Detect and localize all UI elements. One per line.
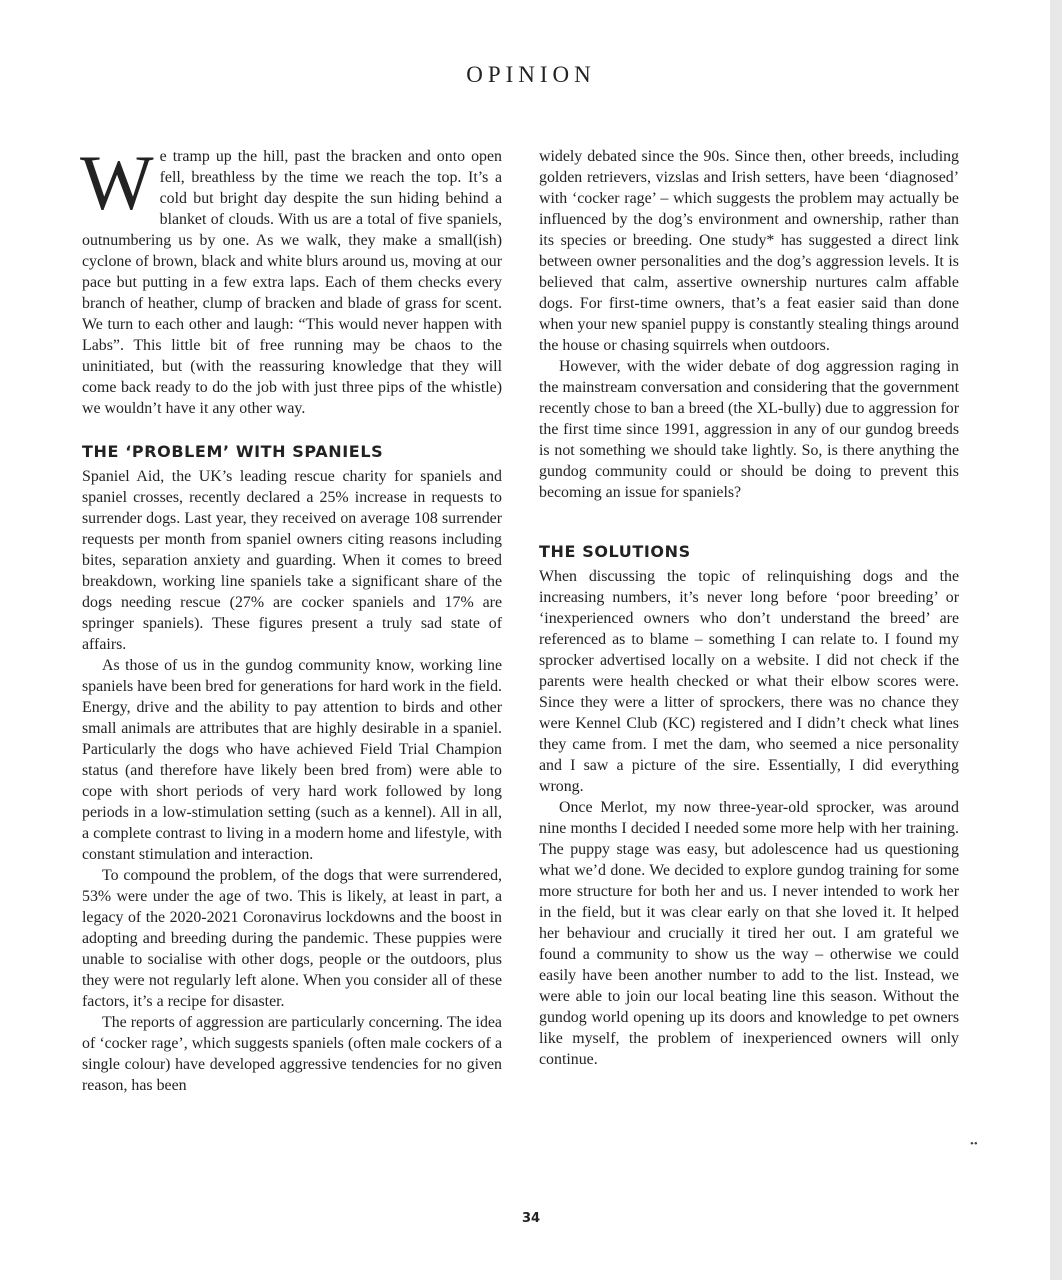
drop-cap: W xyxy=(80,139,154,226)
paragraph: As those of us in the gundog community know, working line spaniels have been bred for generations for hard work in the field. Energy, drive and the ability to pay attention to birds and other small animals are attributes that are highly desirable in a spaniel. Particularly the dogs who have achieved Field Trial Champion status (and therefore have likely been bred from) were able to cope with short periods of very hard work followed by long periods in a low-stimulation setting (such as a kennel). All in all, a complete contrast to living in a modern home and lifestyle, with constant stimulation and interaction. xyxy=(82,657,502,863)
opening-paragraph-text: e tramp up the hill, past the bracken and onto open fell, breathless by the time we reach the top. It’s a cold but bright day despite the sun hiding behind a blanket of clouds. With us are a total of five spaniels, outnumbering us by one. As we walk, they make a small(ish) cyclone of brown, black and white blurs around us, moving at our pace but putting in a few extra laps. Each of them checks every branch of heather, clump of bracken and blade of grass for scent. We turn to each other and laugh: “This would never happen with Labs”. This little bit of free running may be chaos to the uninitiated, but (with the reassuring knowledge that they will come back ready to do the job with just three pips of the whistle) we wouldn’t have it any other way. xyxy=(82,148,502,417)
paragraph: When discussing the topic of relinquishing dogs and the increasing numbers, it’s never long before ‘poor breeding’ or ‘inexperienced owners who don’t understand the breed’ are referenced as to blame – something I can relate to. I found my sprocker advertised locally on a website. I did not check if the parents were health checked or what their elbow scores were. Since they were a litter of sprockers, there was no chance they were Kennel Club (KC) registered and I didn’t check what lines they came from. I met the dam, who seemed a nice personality and I saw a picture of the sire. Essentially, I did everything wrong. xyxy=(539,568,959,795)
section-heading-solutions: THE SOLUTIONS xyxy=(539,542,691,561)
end-of-article-mark: •• xyxy=(970,1138,978,1150)
paragraph: widely debated since the 90s. Since then, other breeds, including golden retrievers, vizslas and Irish setters, have been ‘diagnosed’ with ‘cocker rage’ – which suggests the problem may actually be influenced by the dog’s environment and ownership, rather than its species or breeding. One study* has suggested a direct link between owner personalities and the dog’s aggression levels. It is believed that calm, assertive ownership nurtures calm affable dogs. For first-time owners, that’s a feat easier said than done when your new spaniel puppy is constantly stealing things around the house or chasing squirrels when outdoors. xyxy=(539,148,959,354)
running-head: OPINION xyxy=(466,62,596,87)
opening-paragraph xyxy=(80,139,502,419)
paragraph: The reports of aggression are particularly concerning. The idea of ‘cocker rage’, which suggests spaniels (often male cockers of a single colour) have developed aggressive tendencies for no given reason, has been xyxy=(82,1014,502,1094)
paragraph: However, with the wider debate of dog aggression raging in the mainstream conversation and considering that the government recently chose to ban a breed (the XL-bully) due to aggression for the first time since 1991, aggression in any of our gundog breeds is not something we should take lightly. So, is there anything the gundog community could or should be doing to prevent this becoming an issue for spaniels? xyxy=(539,358,959,501)
paragraph: Once Merlot, my now three-year-old sprocker, was around nine months I decided I needed some more help with her training. The puppy stage was easy, but adolescence had us questioning what we’d done. We decided to explore gundog training for some more structure for both her and us. I never intended to work her in the field, but it was clear early on that she loved it. It helped her behaviour and crucially it tired her out. I am grateful we found a community to show us the way – otherwise we could easily have been another number to add to the list. Instead, we were able to join our local beating line this season. Without the gundog world opening up its doors and knowledge to pet owners like myself, the problem of inexperienced owners will only continue. xyxy=(539,799,959,1068)
article-column-left xyxy=(80,139,502,1096)
paragraph: To compound the problem, of the dogs that were surrendered, 53% were under the age of two. This is likely, at least in part, a legacy of the 2020-2021 Coronavirus lockdowns and the boost in adopting and breeding during the pandemic. These puppies were unable to socialise with other dogs, people or the outdoors, plus they were not regularly left alone. When you consider all of these factors, it’s a recipe for disaster. xyxy=(82,867,502,1010)
paragraph: Spaniel Aid, the UK’s leading rescue charity for spaniels and spaniel crosses, recently declared a 25% increase in requests to surrender dogs. Last year, they received on average 108 surrender requests per month from spaniel owners citing reasons including bites, separation anxiety and guarding. When it comes to breed breakdown, working line spaniels take a significant share of the dogs needing rescue (27% are cocker spaniels and 17% are springer spaniels). These figures present a truly sad state of affairs. xyxy=(82,468,502,653)
page-edge-strip xyxy=(1050,0,1062,1280)
page-number: 34 xyxy=(521,1211,541,1226)
article-column-right xyxy=(539,146,959,1070)
section-heading-problem: THE ‘PROBLEM’ WITH SPANIELS xyxy=(82,442,384,461)
